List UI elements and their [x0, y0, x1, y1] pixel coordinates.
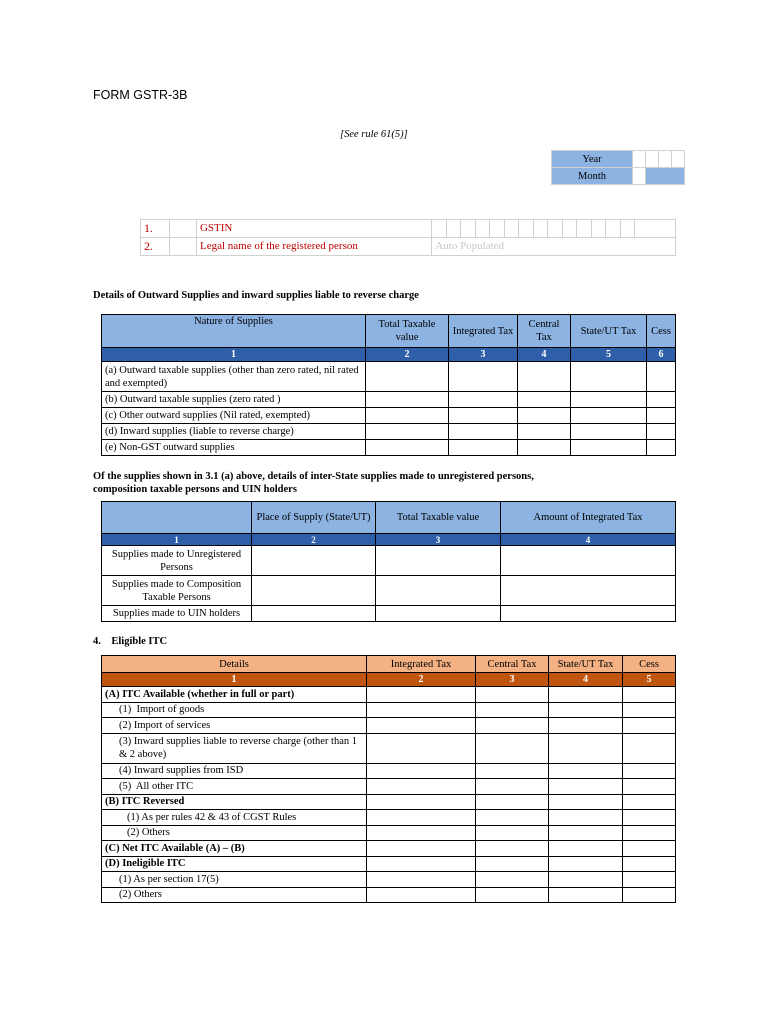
itc-row [102, 841, 676, 857]
value-cell[interactable] [549, 733, 623, 763]
gstin-label: GSTIN [196, 220, 431, 238]
col-number: 5 [623, 673, 676, 687]
col-header: State/UT Tax [549, 656, 623, 673]
value-cell[interactable] [449, 440, 518, 456]
row-label: (1) As per rules 42 & 43 of CGST Rules [102, 810, 367, 826]
row-label: (2) Others [102, 887, 367, 903]
row-label: (B) ITC Reversed [102, 794, 367, 810]
value-cell[interactable] [476, 794, 549, 810]
value-cell[interactable] [549, 718, 623, 734]
section-32-heading-line: composition taxable persons and UIN holders [93, 484, 297, 495]
value-cell[interactable] [571, 440, 647, 456]
col-number: 3 [449, 348, 518, 362]
value-cell[interactable] [549, 794, 623, 810]
value-cell[interactable] [623, 825, 676, 841]
value-cell[interactable] [476, 687, 549, 703]
value-cell[interactable] [367, 872, 476, 888]
eligible-itc-table [101, 655, 676, 903]
col-number: 3 [476, 673, 549, 687]
section-4-heading: 4. Eligible ITC [93, 636, 168, 647]
value-cell[interactable] [449, 362, 518, 392]
period-table [551, 150, 685, 185]
year-digit[interactable] [659, 151, 672, 168]
gstin-digit[interactable] [446, 220, 461, 238]
gstin-digit[interactable] [432, 220, 447, 238]
value-cell[interactable] [501, 606, 676, 622]
value-cell[interactable] [549, 887, 623, 903]
value-cell[interactable] [366, 440, 449, 456]
gstin-digit[interactable] [577, 220, 592, 238]
row-label: (a) Outward taxable supplies (other than zero rated, nil rated and exempted) [102, 362, 366, 392]
value-cell[interactable] [647, 424, 676, 440]
row-label: Supplies made to UIN holders [102, 606, 252, 622]
value-cell[interactable] [518, 440, 571, 456]
col-number: 5 [571, 348, 647, 362]
value-cell[interactable] [571, 392, 647, 408]
spacer-cell [170, 238, 197, 256]
col-number: 2 [366, 348, 449, 362]
form-title: FORM GSTR-3B [93, 88, 188, 102]
value-cell[interactable] [367, 702, 476, 718]
itc-row [102, 856, 676, 872]
col-header: Place of Supply (State/UT) [252, 502, 376, 534]
value-cell[interactable] [623, 841, 676, 857]
gstin-digit[interactable] [475, 220, 490, 238]
value-cell[interactable] [366, 392, 449, 408]
value-cell[interactable] [623, 702, 676, 718]
value-cell[interactable] [623, 763, 676, 779]
value-cell[interactable] [367, 718, 476, 734]
value-cell[interactable] [647, 392, 676, 408]
value-cell[interactable] [252, 546, 376, 576]
col-number: 4 [518, 348, 571, 362]
value-cell[interactable] [623, 810, 676, 826]
row-label: Supplies made to Unregistered Persons [102, 546, 252, 576]
value-cell[interactable] [476, 887, 549, 903]
value-cell[interactable] [549, 872, 623, 888]
col-header: Central Tax [476, 656, 549, 673]
value-cell[interactable] [476, 841, 549, 857]
value-cell[interactable] [571, 408, 647, 424]
value-cell[interactable] [647, 408, 676, 424]
col-header: State/UT Tax [571, 315, 647, 348]
value-cell[interactable] [571, 362, 647, 392]
itc-row [102, 763, 676, 779]
row-label: (e) Non-GST outward supplies [102, 440, 366, 456]
value-cell[interactable] [549, 779, 623, 795]
itc-row [102, 718, 676, 734]
itc-row [102, 810, 676, 826]
row-label: (A) ITC Available (whether in full or part) [102, 687, 367, 703]
value-cell[interactable] [549, 702, 623, 718]
col-header: Total Taxable value [366, 315, 449, 348]
month-digit[interactable] [633, 168, 646, 185]
itc-row [102, 702, 676, 718]
value-cell[interactable] [476, 763, 549, 779]
value-cell[interactable] [623, 794, 676, 810]
value-cell[interactable] [476, 718, 549, 734]
col-number: 6 [647, 348, 676, 362]
value-cell[interactable] [518, 362, 571, 392]
row-label: (1) Import of goods [102, 702, 367, 718]
gstin-digit[interactable] [606, 220, 621, 238]
value-cell[interactable] [367, 687, 476, 703]
value-cell[interactable] [549, 687, 623, 703]
value-cell[interactable] [549, 810, 623, 826]
section-32-heading-line: Of the supplies shown in 3.1 (a) above, details of inter-State supplies made to unregistered persons, [93, 471, 534, 482]
field-number: 1. [141, 220, 170, 238]
col-header: Cess [623, 656, 676, 673]
value-cell[interactable] [366, 362, 449, 392]
value-cell[interactable] [623, 718, 676, 734]
month-value[interactable] [646, 168, 685, 185]
year-digit[interactable] [633, 151, 646, 168]
interstate-supplies-table [101, 501, 676, 622]
gstin-digit[interactable] [490, 220, 505, 238]
row-label: (d) Inward supplies (liable to reverse charge) [102, 424, 366, 440]
header-fields-table [140, 219, 676, 256]
value-cell[interactable] [518, 424, 571, 440]
gstin-digit[interactable] [461, 220, 476, 238]
value-cell[interactable] [376, 576, 501, 606]
value-cell[interactable] [449, 408, 518, 424]
row-label: (b) Outward taxable supplies (zero rated ) [102, 392, 366, 408]
value-cell[interactable] [476, 779, 549, 795]
itc-row [102, 887, 676, 903]
col-header: Nature of Supplies [102, 315, 366, 348]
field-number: 2. [141, 238, 170, 256]
value-cell[interactable] [647, 440, 676, 456]
value-cell[interactable] [476, 702, 549, 718]
gstin-digit[interactable] [519, 220, 534, 238]
value-cell[interactable] [549, 841, 623, 857]
col-number: 2 [367, 673, 476, 687]
row-label: (4) Inward supplies from ISD [102, 763, 367, 779]
gstin-digit[interactable] [635, 220, 676, 238]
month-label: Month [552, 168, 633, 185]
row-label: (C) Net ITC Available (A) – (B) [102, 841, 367, 857]
value-cell[interactable] [367, 810, 476, 826]
col-number: 1 [102, 348, 366, 362]
col-header: Central Tax [518, 315, 571, 348]
gstin-digit[interactable] [620, 220, 635, 238]
value-cell[interactable] [501, 546, 676, 576]
value-cell[interactable] [366, 408, 449, 424]
itc-row [102, 794, 676, 810]
col-header [102, 502, 252, 534]
value-cell[interactable] [518, 408, 571, 424]
value-cell[interactable] [367, 856, 476, 872]
year-digit[interactable] [646, 151, 659, 168]
section-32-heading [93, 470, 534, 496]
col-header: Integrated Tax [367, 656, 476, 673]
col-number: 1 [102, 534, 252, 546]
value-cell[interactable] [367, 841, 476, 857]
col-number: 4 [549, 673, 623, 687]
value-cell[interactable] [367, 887, 476, 903]
spacer-cell [170, 220, 197, 238]
itc-row [102, 687, 676, 703]
value-cell[interactable] [367, 779, 476, 795]
row-label: (5) All other ITC [102, 779, 367, 795]
itc-row [102, 872, 676, 888]
gstin-digit[interactable] [548, 220, 563, 238]
col-header: Integrated Tax [449, 315, 518, 348]
value-cell[interactable] [501, 576, 676, 606]
value-cell[interactable] [367, 794, 476, 810]
rule-note: [See rule 61(5)] [340, 129, 408, 140]
itc-row [102, 779, 676, 795]
value-cell[interactable] [376, 546, 501, 576]
value-cell[interactable] [252, 576, 376, 606]
col-number: 4 [501, 534, 676, 546]
gstin-digit[interactable] [504, 220, 519, 238]
value-cell[interactable] [376, 606, 501, 622]
gstin-digit[interactable] [591, 220, 606, 238]
row-label: Supplies made to Composition Taxable Persons [102, 576, 252, 606]
row-label: (c) Other outward supplies (Nil rated, exempted) [102, 408, 366, 424]
value-cell[interactable] [571, 424, 647, 440]
value-cell[interactable] [476, 733, 549, 763]
col-header: Details [102, 656, 367, 673]
row-label: (2) Others [102, 825, 367, 841]
legal-name-label: Legal name of the registered person [196, 238, 431, 256]
value-cell[interactable] [623, 856, 676, 872]
col-header: Cess [647, 315, 676, 348]
value-cell[interactable] [623, 733, 676, 763]
col-number: 2 [252, 534, 376, 546]
value-cell[interactable] [623, 779, 676, 795]
value-cell[interactable] [476, 825, 549, 841]
gstin-digit[interactable] [533, 220, 548, 238]
value-cell[interactable] [476, 856, 549, 872]
value-cell[interactable] [518, 392, 571, 408]
value-cell[interactable] [449, 424, 518, 440]
outward-supplies-table [101, 314, 676, 456]
itc-row [102, 733, 676, 763]
itc-row [102, 825, 676, 841]
value-cell[interactable] [449, 392, 518, 408]
year-label: Year [552, 151, 633, 168]
legal-name-value[interactable]: Auto Populated [432, 238, 676, 256]
value-cell[interactable] [367, 733, 476, 763]
year-digit[interactable] [672, 151, 685, 168]
value-cell[interactable] [647, 362, 676, 392]
value-cell[interactable] [623, 887, 676, 903]
value-cell[interactable] [549, 856, 623, 872]
value-cell[interactable] [623, 687, 676, 703]
value-cell[interactable] [476, 810, 549, 826]
value-cell[interactable] [623, 872, 676, 888]
value-cell[interactable] [549, 763, 623, 779]
gstin-digit[interactable] [562, 220, 577, 238]
row-label: (D) Ineligible ITC [102, 856, 367, 872]
row-label: (2) Import of services [102, 718, 367, 734]
value-cell[interactable] [476, 872, 549, 888]
value-cell[interactable] [367, 825, 476, 841]
value-cell[interactable] [367, 763, 476, 779]
value-cell[interactable] [549, 825, 623, 841]
value-cell[interactable] [366, 424, 449, 440]
row-label: (1) As per section 17(5) [102, 872, 367, 888]
col-number: 1 [102, 673, 367, 687]
col-number: 3 [376, 534, 501, 546]
section-31-heading: Details of Outward Supplies and inward supplies liable to reverse charge [93, 290, 419, 301]
value-cell[interactable] [252, 606, 376, 622]
col-header: Amount of Integrated Tax [501, 502, 676, 534]
col-header: Total Taxable value [376, 502, 501, 534]
row-label: (3) Inward supplies liable to reverse charge (other than 1 & 2 above) [102, 733, 367, 763]
